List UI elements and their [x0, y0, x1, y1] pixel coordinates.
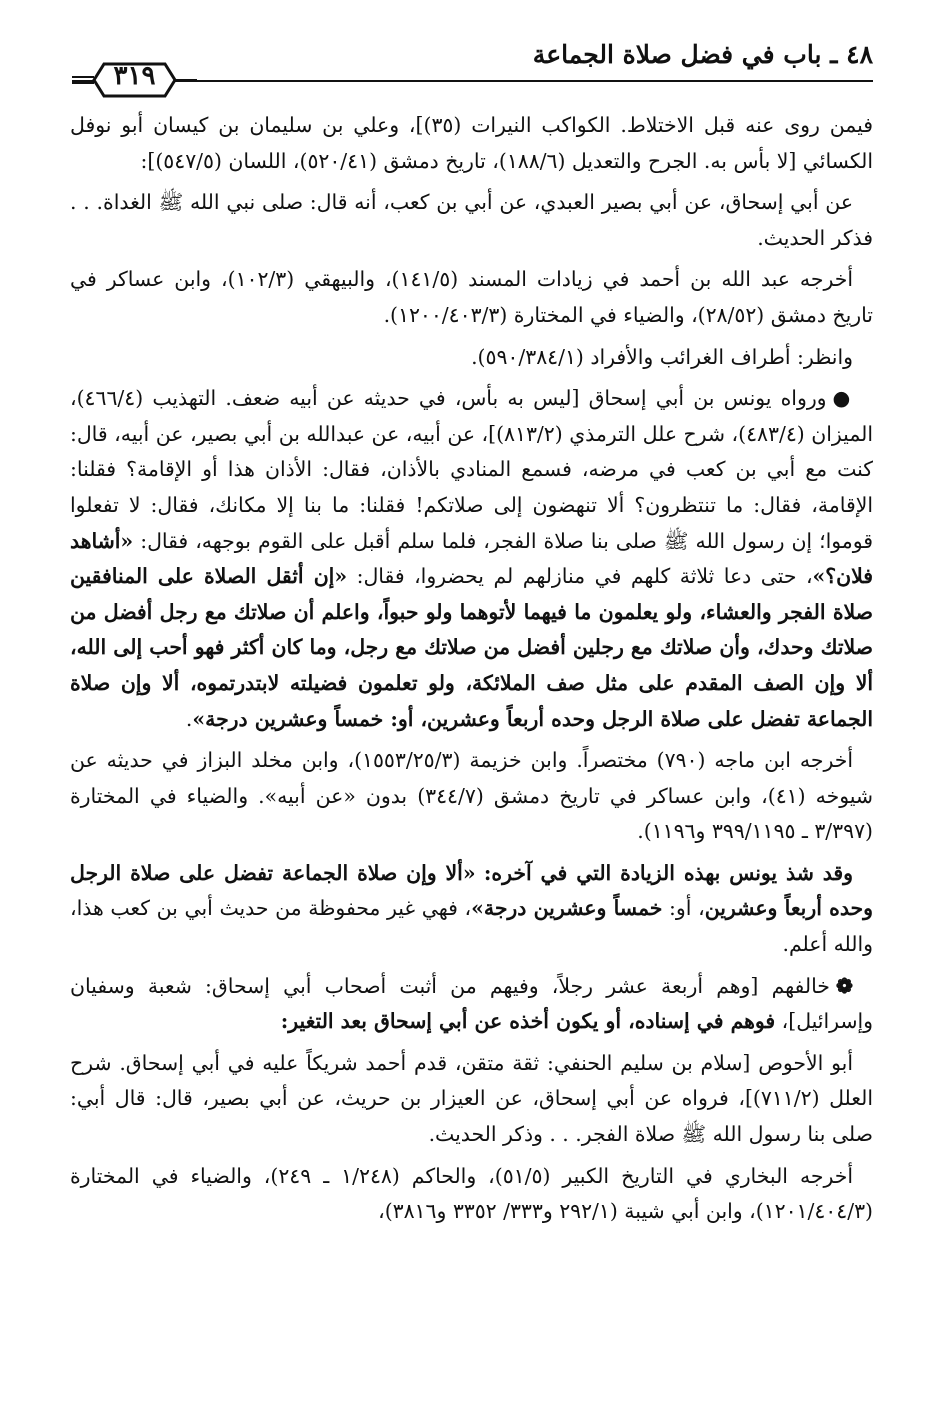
flower-marker: ❁: [835, 973, 853, 998]
page-number-ornament: [72, 56, 197, 100]
paragraph: [70, 856, 873, 963]
bold-quote: خمساً وعشرين درجة»: [471, 896, 663, 921]
paragraph-text: ، أو:: [669, 896, 705, 921]
paragraph-text: ورواه يونس بن أبي إسحاق [ليس به بأس، في حديثه عن أبيه ضعف. التهذيب (٤٦٦/٤)، الميزان (٤٨٣/٤)، شرح علل الترمذي (٨١٣/٢)]، عن أبيه، عن عبدالله بن أبي بصير، عن أبيه، قال: كنت مع أبي بن كعب في مرضه، فسمع المنادي بالأذان، فقال: الأذان هذا أو الإقامة؟ فقلنا: الإقامة، فقال: ما تنتظرون؟ ألا تنهضون إلى صلاتكم! فقلنا: ما بنا إلا مكانك، فقال: لا تفعلوا قوموا؛ إن رسول الله ﷺ صلى بنا صلاة الفجر، فلما سلم أقبل على القوم بوجهه، فقال:: [70, 386, 874, 553]
chapter-title: ٤٨ ـ باب في فضل صلاة الجماعة: [532, 40, 873, 69]
paragraph: فيمن روى عنه قبل الاختلاط. الكواكب النيرات (٣٥)]، وعلي بن سليمان بن كيسان أبو نوفل الكسائي [لا بأس به. الجرح والتعديل (١٨٨/٦)، تاريخ دمشق (٥٢٠/٤١)، اللسان (٥٤٧/٥)]:: [70, 113, 873, 173]
paragraph: أبو الأحوص [سلام بن سليم الحنفي: ثقة متقن، قدم أحمد شريكاً عليه في أبي إسحاق. شرح العلل (٧١١/٢)]، فرواه عن أبي إسحاق، عن العيزار بن حريث، عن أبي بصير، قال: قال أبي: صلى بنا رسول الله ﷺ صلاة الفجر. . . وذكر الحديث.: [70, 1050, 873, 1147]
paragraph: أخرجه عبد الله بن أحمد في زيادات المسند (١٤١/٥)، والبيهقي (١٠٢/٣)، وابن عساكر في تاريخ دمشق (٢٨/٥٢)، والضياء في المختارة (١٢٠٠/٤٠٣/٣).: [70, 267, 873, 327]
page-number: ٣١٩: [113, 61, 156, 91]
paragraph-text: ، فهي غير محفوظة من حديث أبي بن كعب هذا، والله أعلم.: [70, 896, 873, 957]
paragraph-text: ، حتى دعا ثلاثة كلهم في منازلهم لم يحضروا، فقال:: [356, 564, 813, 589]
bullet-marker: ●: [832, 386, 853, 411]
page-header: [72, 30, 873, 90]
paragraph: عن أبي إسحاق، عن أبي بصير العبدي، عن أبي بن كعب، أنه قال: صلى نبي الله ﷺ الغداة. . . فذكر الحديث.: [70, 190, 873, 250]
paragraph: أخرجه ابن ماجه (٧٩٠) مختصراً. وابن خزيمة (١٥٥٣/٢٥/٣)، وابن مخلد البزاز في حديثه عن شيوخه (٤١)، وابن عساكر في تاريخ دمشق (٣٤٤/٧) بدون «عن أبيه». والضياء في المختارة (٣/٣٩٧ ـ ٣٩٩/١١٩٥ و١١٩٦).: [70, 748, 873, 844]
paragraph: [70, 969, 873, 1040]
paragraph-text: خالفهم [وهم أربعة عشر رجلاً، وفيهم من أثبت أصحاب أبي إسحاق: شعبة وسفيان وإسرائيل]،: [70, 973, 873, 1034]
bold-quote: «أشاهد فلان؟»: [70, 528, 874, 589]
bold-text: فوهم في إسناده، أو يكون أخذه عن أبي إسحاق بعد التغير:: [280, 1009, 776, 1034]
bold-quote: «إن أثقل الصلاة على المنافقين صلاة الفجر والعشاء، ولو يعلمون ما فيهما لأتوهما ولو حبواً، واعلم أن صلاتك مع رجل أفضل من صلاتك وحدك، وأن صلاتك مع رجلين أفضل من صلاتك مع رجل، وما كان أكثر فهو أحب إلى الله، ألا وإن الصف المقدم على مثل صف الملائكة، ولو تعلمون فضيلته لابتدرتموه، ألا وإن صلاة الجماعة تفضل على صلاة الرجل وحده أربعاً وعشرين، أو: خمساً وعشرين درجة»: [70, 564, 873, 731]
paragraph-text: .: [185, 706, 193, 731]
paragraph: وانظر: أطراف الغرائب والأفراد (٥٩٠/٣٨٤/١).: [471, 344, 853, 369]
paragraph: [70, 381, 873, 737]
page-body: [70, 108, 873, 1236]
paragraph: أخرجه البخاري في التاريخ الكبير (٥١/٥)، والحاكم (١/٢٤٨ ـ ٢٤٩)، والضياء في المختارة (١٢٠١/٤٠٤/٣)، وابن أبي شيبة (٢٩٢/١ و٣٣٣/ ٣٣٥٢ و٣٨١٦)،: [70, 1163, 873, 1224]
bold-text: وقد شذ يونس بهذه الزيادة التي في آخره:: [483, 860, 853, 885]
bold-quote: «ألا وإن صلاة الجماعة تفضل على صلاة الرجل وحده أربعاً وعشرين: [70, 860, 873, 921]
